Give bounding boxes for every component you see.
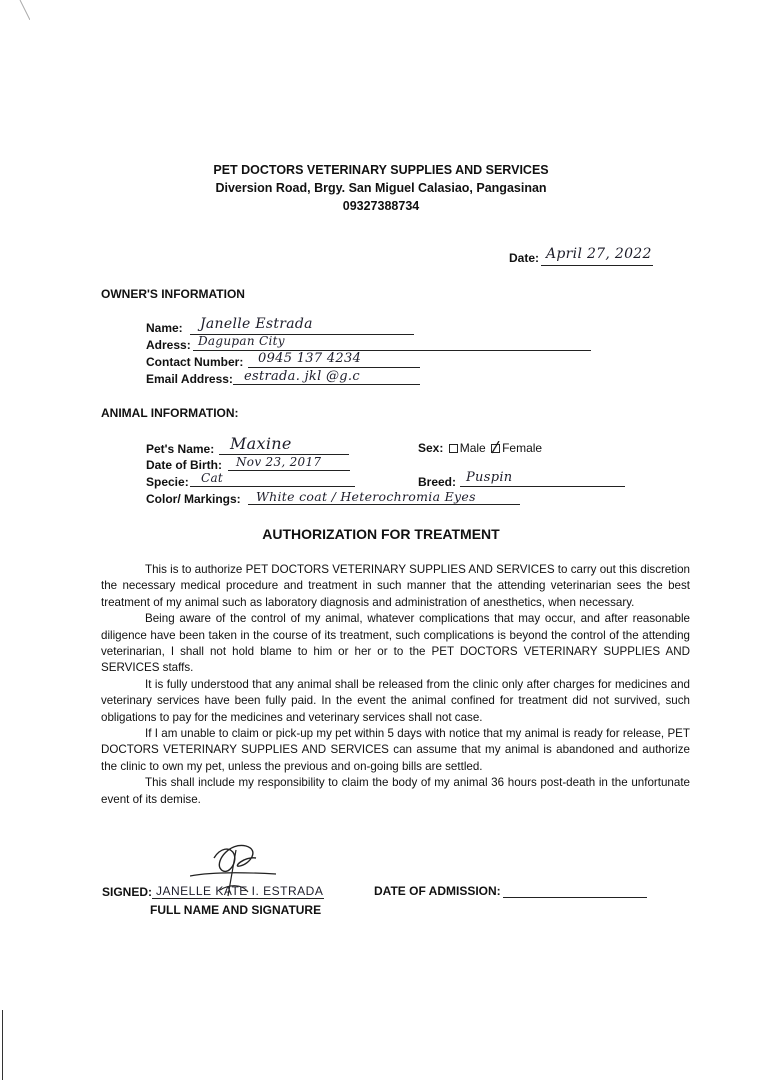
authorization-body (101, 562, 690, 808)
owner-address-value[interactable]: Dagupan City (198, 334, 285, 348)
dob-line (228, 470, 350, 471)
date-value[interactable]: April 27, 2022 (546, 246, 652, 262)
specie-line (190, 486, 355, 487)
signed-line (152, 898, 324, 899)
owner-address-line (193, 350, 591, 351)
dob-value[interactable]: Nov 23, 2017 (236, 455, 322, 469)
color-value[interactable]: White coat / Heterochromia Eyes (256, 489, 476, 504)
signed-name[interactable]: JANELLE KATE I. ESTRADA (156, 884, 324, 898)
date-label: Date: (509, 251, 540, 265)
admission-line (503, 897, 647, 898)
auth-paragraph: This shall include my responsibility to claim the body of my animal 36 hours post-death in the unfortunate event of its demise. (101, 776, 690, 806)
owner-heading: OWNER'S INFORMATION (101, 287, 245, 301)
male-label: Male (459, 441, 486, 455)
color-line (248, 504, 520, 505)
scan-edge-mark (2, 1010, 3, 1080)
animal-heading: ANIMAL INFORMATION: (101, 406, 239, 420)
male-checkbox[interactable] (449, 444, 458, 453)
business-phone: 09327388734 (342, 199, 420, 213)
owner-name-value[interactable]: Janelle Estrada (200, 316, 313, 332)
specie-value[interactable]: Cat (201, 471, 224, 485)
breed-label: Breed: (418, 475, 457, 489)
breed-value[interactable]: Puspin (466, 470, 513, 485)
business-name: PET DOCTORS VETERINARY SUPPLIES AND SERVICES (213, 163, 549, 177)
sex-label: Sex: (418, 441, 444, 455)
breed-line (460, 486, 625, 487)
pet-name-label: Pet's Name: (146, 442, 215, 456)
auth-paragraph: It is fully understood that any animal shall be released from the clinic only after charges for medicines and veterinary services have been fully paid. In the event the animal confined for treatment did not survived, such obligations to pay for the medicines and veterinary services shall not case. (101, 677, 690, 724)
auth-paragraph: This is to authorize PET DOCTORS VETERINARY SUPPLIES AND SERVICES to carry out this discretion the necessary medical procedure and treatment in such manner that the attending veterinarian sees the best treatment of my animal such as laboratory diagnosis and administration of anesthetics, when necessary. (101, 563, 690, 609)
pet-name-value[interactable]: Maxine (230, 434, 292, 453)
business-address: Diversion Road, Brgy. San Miguel Calasiao, Pangasinan (215, 181, 547, 195)
color-label: Color/ Markings: (146, 492, 241, 506)
signed-label: SIGNED: (102, 885, 153, 899)
owner-contact-label: Contact Number: (146, 355, 244, 369)
authorization-title: AUTHORIZATION FOR TREATMENT (262, 526, 500, 542)
sex-field (418, 441, 542, 455)
scan-edge-mark (0, 0, 30, 20)
female-label: Female (502, 441, 543, 455)
female-checkbox[interactable] (491, 444, 500, 453)
dob-label: Date of Birth: (146, 458, 222, 472)
owner-address-label: Adress: (146, 338, 191, 352)
specie-label: Specie: (146, 475, 189, 489)
auth-paragraph: Being aware of the control of my animal, whatever complications that may occur, and after reasonable diligence have been taken in the course of its treatment, such complications is beyond the control of the attending veterinarian, I shall not hold blame to him or her or to the PET DOCTORS VETERINARY SUPPLIES AND SERVICES staffs. (101, 612, 690, 675)
date-line (541, 265, 653, 266)
owner-email-line (233, 384, 420, 385)
signature-caption: FULL NAME AND SIGNATURE (150, 903, 322, 917)
admission-label: DATE OF ADMISSION: (374, 884, 501, 898)
owner-contact-value[interactable]: 0945 137 4234 (258, 351, 362, 366)
owner-name-label: Name: (146, 321, 183, 335)
owner-email-value[interactable]: estrada. jkl @g.c (244, 369, 360, 384)
owner-contact-line (248, 367, 420, 368)
auth-paragraph: If I am unable to claim or pick-up my pet within 5 days with notice that my animal is ready for release, PET DOCTORS VETERINARY SUPPLIES AND SERVICES can assume that my animal is abandoned and authorize the clinic to own my pet, unless the previous and on-going bills are settled. (101, 727, 690, 773)
owner-email-label: Email Address: (146, 372, 233, 386)
